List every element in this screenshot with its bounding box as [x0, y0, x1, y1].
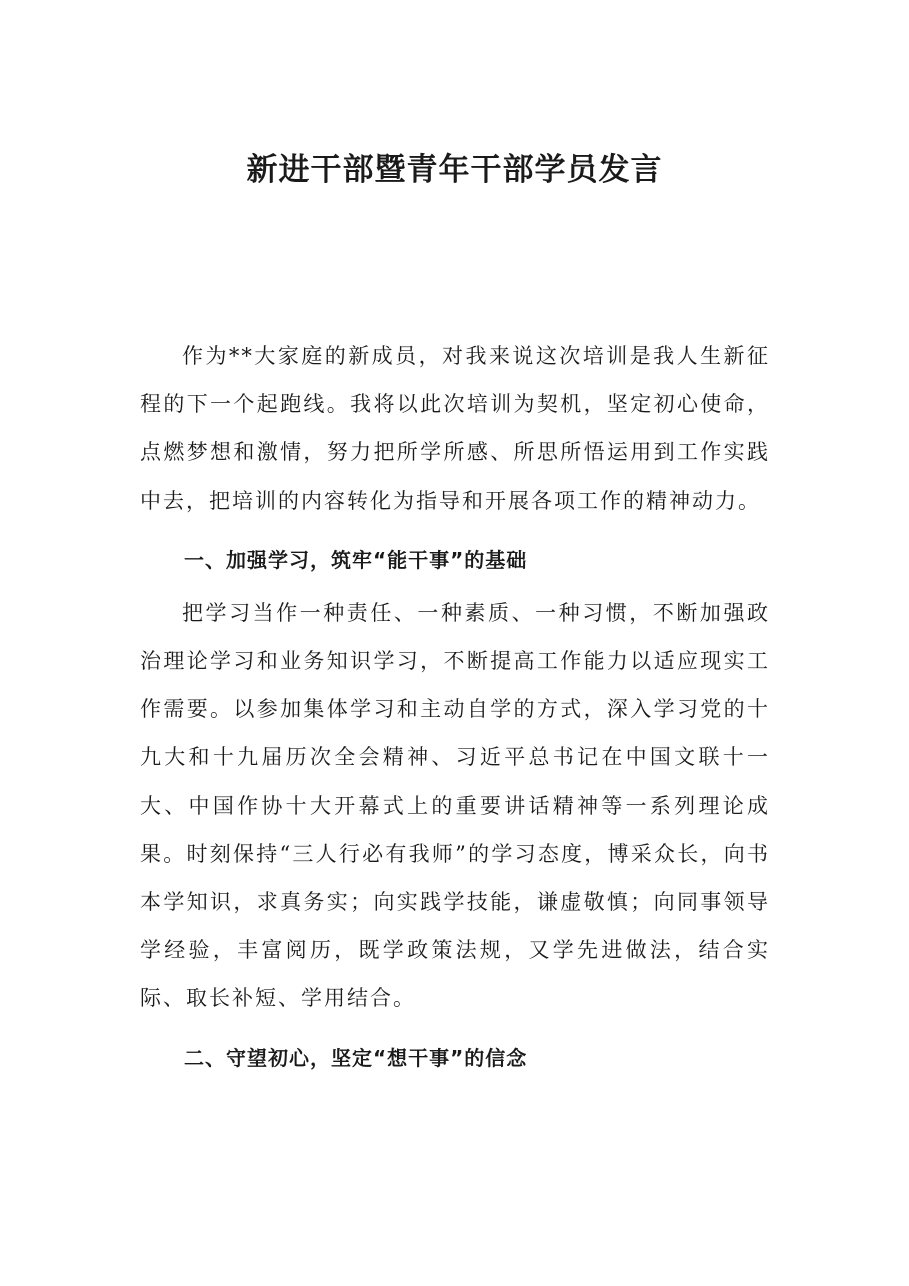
document-body	[140, 332, 770, 1087]
section-heading-2: 二、守望初心，坚定“想干事”的信念	[184, 1045, 528, 1070]
intro-paragraph: 作为**大家庭的新成员，对我来说这次培训是我人生新征程的下一个起跑线。我将以此次培训为契机，坚定初心使命，点燃梦想和激情，努力把所学所感、所思所悟运用到工作实践中去，把培训的内容转化为指导和开展各项工作的精神动力。	[140, 344, 770, 513]
document-title: 新进干部暨青年干部学员发言	[246, 152, 663, 188]
section-heading-1: 一、加强学习，筑牢“能干事”的基础	[184, 547, 528, 572]
section-paragraph-1: 把学习当作一种责任、一种素质、一种习惯，不断加强政治理论学习和业务知识学习，不断提高工作能力以适应现实工作需要。以参加集体学习和主动自学的方式，深入学习党的十九大和十九届历次全会精神、习近平总书记在中国文联十一大、中国作协十大开幕式上的重要讲话精神等一系列理论成果。时刻保持“三人行必有我师”的学习态度，博采众长，向书本学知识，求真务实；向实践学技能，谦虚敬慎；向同事领导学经验，丰富阅历，既学政策法规，又学先进做法，结合实际、取长补短、学用结合。	[140, 600, 770, 1011]
